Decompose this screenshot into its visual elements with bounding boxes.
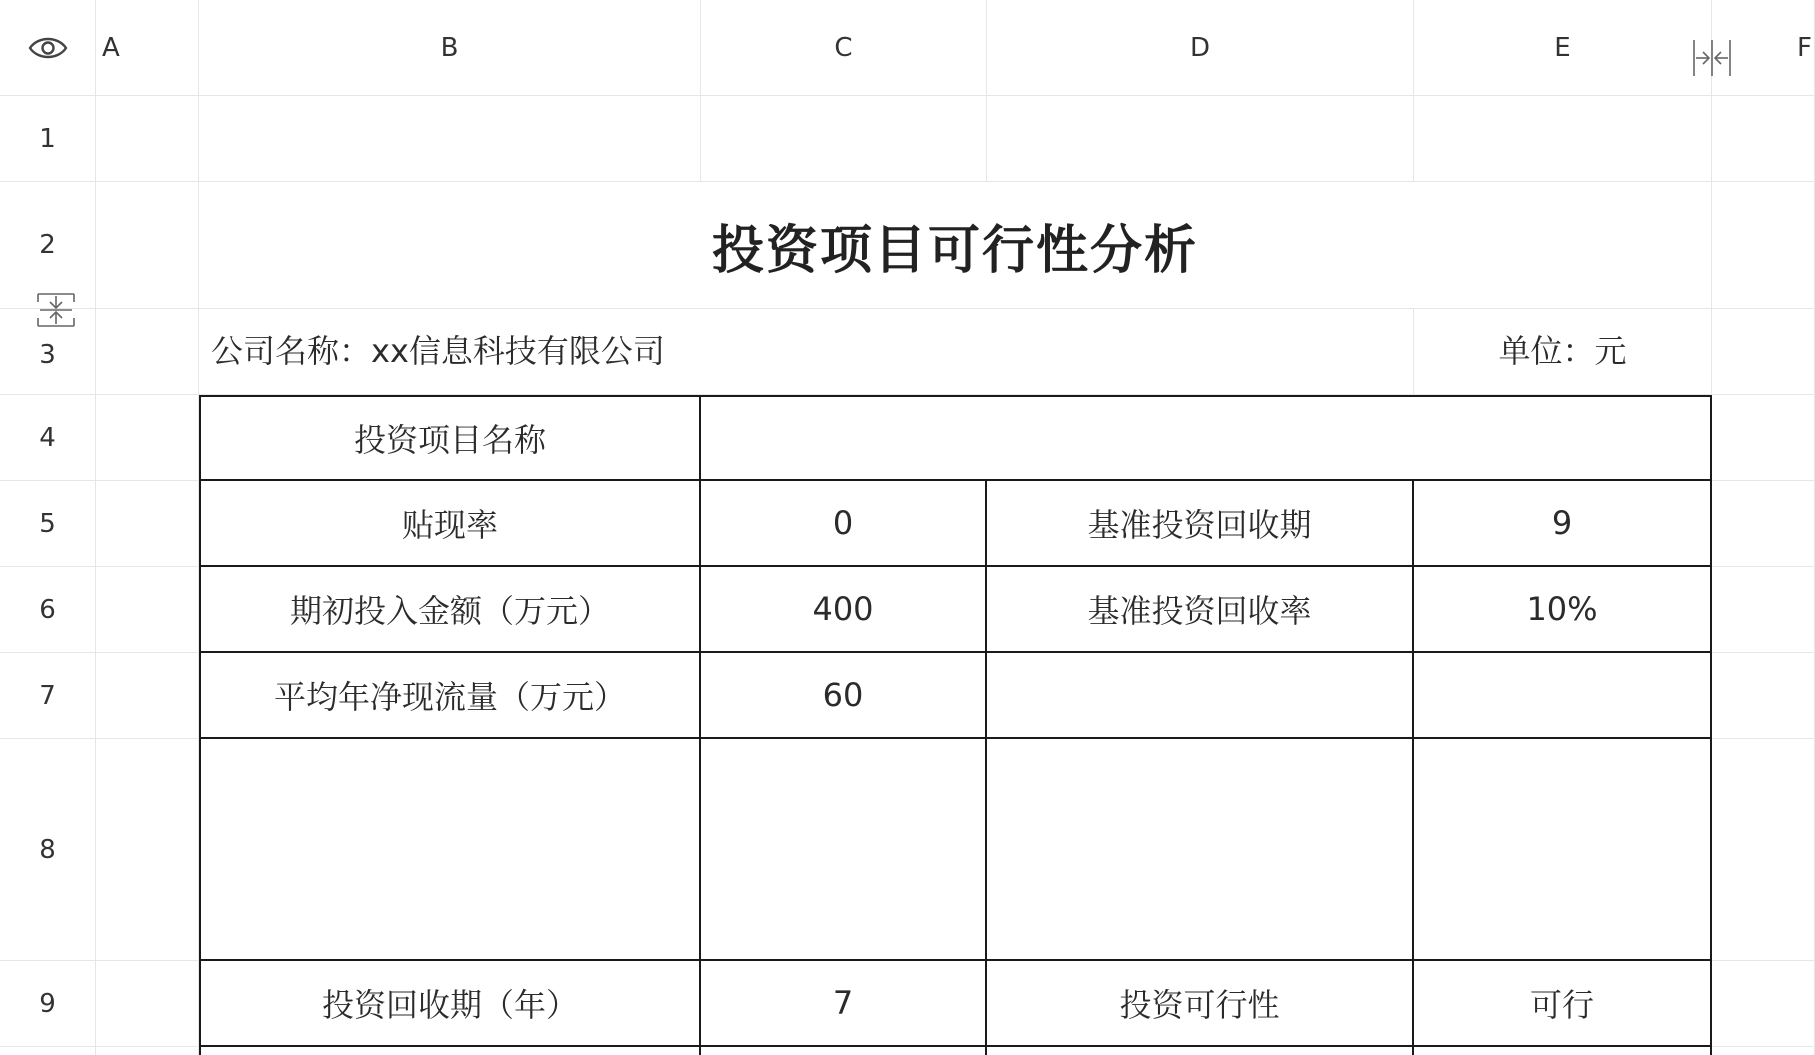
cell-a10: [96, 1047, 199, 1055]
cell-d10: [987, 1047, 1414, 1055]
row-header-2[interactable]: 2: [0, 182, 96, 309]
avg-cashflow-label[interactable]: 平均年净现流量（万元）: [199, 653, 701, 739]
discount-rate-value[interactable]: 0: [701, 481, 987, 567]
row-header-10-partial: [0, 1047, 96, 1055]
cell-a6[interactable]: [96, 567, 199, 653]
sheet-title: 投资项目可行性分析: [711, 220, 1198, 281]
cell-a5[interactable]: [96, 481, 199, 567]
cell-f8[interactable]: [1712, 739, 1815, 961]
feasibility-value[interactable]: 可行: [1414, 961, 1712, 1047]
benchmark-rate-value[interactable]: 10%: [1414, 567, 1712, 653]
cell-a8[interactable]: [96, 739, 199, 961]
cell-f7[interactable]: [1712, 653, 1815, 739]
column-header-f[interactable]: F: [1712, 0, 1815, 96]
column-header-d[interactable]: D: [987, 0, 1414, 96]
cell-f10: [1712, 1047, 1815, 1055]
cell-e10: [1414, 1047, 1712, 1055]
cell-f9[interactable]: [1712, 961, 1815, 1047]
cell-b1[interactable]: [199, 96, 701, 182]
cell-a1[interactable]: [96, 96, 199, 182]
cell-d7[interactable]: [987, 653, 1414, 739]
cell-f2[interactable]: [1712, 182, 1815, 309]
row-header-7[interactable]: 7: [0, 653, 96, 739]
project-name-value[interactable]: [701, 395, 1712, 481]
cell-f4[interactable]: [1712, 395, 1815, 481]
cell-d8[interactable]: [987, 739, 1414, 961]
cell-a2[interactable]: [96, 182, 199, 309]
row-header-4[interactable]: 4: [0, 395, 96, 481]
cell-e1[interactable]: [1414, 96, 1712, 182]
cell-f1[interactable]: [1712, 96, 1815, 182]
row-header-6[interactable]: 6: [0, 567, 96, 653]
cell-f6[interactable]: [1712, 567, 1815, 653]
row-header-5[interactable]: 5: [0, 481, 96, 567]
cell-b8[interactable]: [199, 739, 701, 961]
project-name-label[interactable]: 投资项目名称: [199, 395, 701, 481]
payback-value[interactable]: 7: [701, 961, 987, 1047]
column-header-b[interactable]: B: [199, 0, 701, 96]
column-header-c[interactable]: C: [701, 0, 987, 96]
feasibility-label[interactable]: 投资可行性: [987, 961, 1414, 1047]
row-header-3[interactable]: 3: [0, 309, 96, 395]
eye-icon[interactable]: [28, 34, 68, 62]
column-collapse-icon[interactable]: [1690, 38, 1734, 78]
cell-a3[interactable]: [96, 309, 199, 395]
row-header-1[interactable]: 1: [0, 96, 96, 182]
company-name-cell[interactable]: 公司名称：xx信息科技有限公司: [199, 309, 1414, 395]
cell-f5[interactable]: [1712, 481, 1815, 567]
cell-f3[interactable]: [1712, 309, 1815, 395]
cell-e7[interactable]: [1414, 653, 1712, 739]
avg-cashflow-value[interactable]: 60: [701, 653, 987, 739]
cell-e8[interactable]: [1414, 739, 1712, 961]
column-header-e[interactable]: E: [1414, 0, 1712, 96]
benchmark-period-label[interactable]: 基准投资回收期: [987, 481, 1414, 567]
cell-c10: [701, 1047, 987, 1055]
column-header-a[interactable]: A: [96, 0, 199, 96]
benchmark-period-value[interactable]: 9: [1414, 481, 1712, 567]
cell-c1[interactable]: [701, 96, 987, 182]
row-collapse-icon[interactable]: [36, 290, 76, 330]
unit-cell[interactable]: 单位：元: [1414, 309, 1712, 395]
payback-label[interactable]: 投资回收期（年）: [199, 961, 701, 1047]
cell-a4[interactable]: [96, 395, 199, 481]
initial-investment-label[interactable]: 期初投入金额（万元）: [199, 567, 701, 653]
discount-rate-label[interactable]: 贴现率: [199, 481, 701, 567]
cell-a7[interactable]: [96, 653, 199, 739]
cell-c8[interactable]: [701, 739, 987, 961]
initial-investment-value[interactable]: 400: [701, 567, 987, 653]
cell-a9[interactable]: [96, 961, 199, 1047]
row-header-8[interactable]: 8: [0, 739, 96, 961]
row-header-9[interactable]: 9: [0, 961, 96, 1047]
cell-d1[interactable]: [987, 96, 1414, 182]
cell-b10: [199, 1047, 701, 1055]
title-cell[interactable]: [199, 182, 1712, 309]
select-all-corner[interactable]: [0, 0, 96, 96]
benchmark-rate-label[interactable]: 基准投资回收率: [987, 567, 1414, 653]
